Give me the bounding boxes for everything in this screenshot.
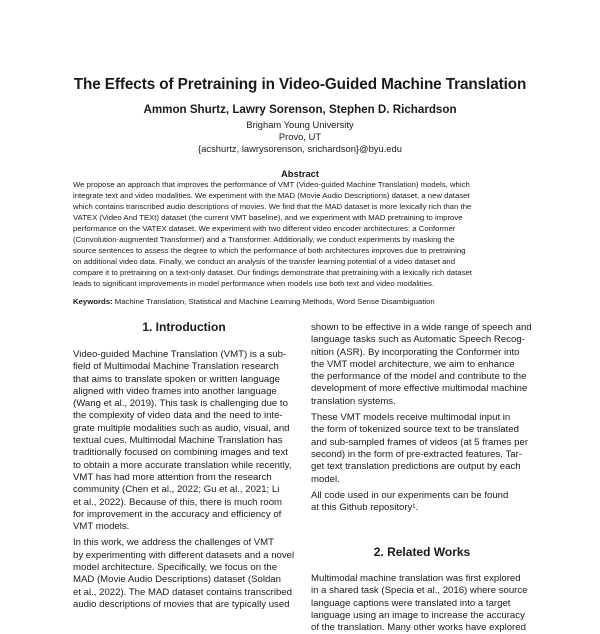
- intro-paragraph-1-line: (Wang et al., 2019). This task is challenging due to: [73, 398, 288, 410]
- intro-paragraph-3-line: language tasks such as Automatic Speech Recog-: [311, 334, 525, 346]
- keywords-label: Keywords:: [73, 297, 113, 306]
- intro-paragraph-2-line: model architecture. Specifically, we focus on the: [73, 562, 278, 574]
- intro-paragraph-5-line: at this Github repository¹.: [311, 502, 419, 514]
- related-works-paragraph-line: language using an image to increase the accuracy: [311, 609, 525, 621]
- intro-paragraph-1-line: traditionally focused on combining images and text: [73, 447, 288, 459]
- abstract-line: VATEX (Video And TEXt) dataset (the current VMT baseline), and we experiment with MAD pretraining to improve: [73, 213, 463, 223]
- intro-paragraph-2-line: by experimenting with different datasets and a novel: [73, 549, 295, 561]
- intro-paragraph-3-line: translation systems.: [311, 395, 396, 407]
- abstract-line: compare it to pretraining on a text-only dataset. Our findings demonstrate that pretraining with a lexically rich dataset: [73, 268, 472, 278]
- intro-paragraph-1-line: textual cues. Multimodal Machine Translation has: [73, 435, 283, 447]
- intro-paragraph-2-line: audio descriptions of movies that are typically used: [73, 598, 290, 610]
- intro-paragraph-4-line: the form of tokenized source text to be translated: [311, 424, 519, 436]
- intro-paragraph-1-line: that aims to translate spoken or written language: [73, 373, 280, 385]
- intro-paragraph-1-line: VMT models.: [73, 521, 130, 533]
- author-emails: {acshurtz, lawrysorenson, srichardson}@byu.edu: [198, 143, 402, 154]
- intro-paragraph-2-line: MAD (Movie Audio Descriptions) dataset (Soldan: [73, 574, 281, 586]
- section-heading-related-works: 2. Related Works: [373, 545, 471, 559]
- abstract-line: on additional video data. Finally, we conduct an analysis of the transfer learning potential of a video dataset and: [73, 257, 456, 267]
- keywords-text: Machine Translation, Statistical and Machine Learning Methods, Word Sense Disambiguation: [114, 297, 435, 306]
- abstract-line: source sentences to assess the degree to which the performance of both architectures improves due to pretraining: [73, 246, 466, 256]
- author-list: Ammon Shurtz, Lawry Sorenson, Stephen D. Richardson: [143, 103, 457, 116]
- abstract-line: performance on the VATEX dataset. We experiment with two different video encoder architectures: a Conformer: [73, 224, 456, 234]
- intro-paragraph-3-line: the VMT model architecture, we aim to enhance: [311, 358, 515, 370]
- intro-paragraph-1-line: community (Chen et al., 2022; Gu et al., 2021; Li: [73, 484, 280, 496]
- abstract-line: integrate text and video modalities. We experiment with the MAD (Movie Audio Descriptions) dataset, a new dataset: [73, 191, 470, 201]
- intro-paragraph-4-line: These VMT models receive multimodal input in: [311, 412, 511, 424]
- related-works-paragraph-line: of the translation. Many other works have explored: [311, 622, 526, 634]
- right-column-text: [311, 322, 533, 514]
- intro-paragraph-1-line: aligned with video frames into another language: [73, 385, 277, 397]
- intro-paragraph-5-line: All code used in our experiments can be found: [311, 489, 509, 501]
- affiliation-location: Provo, UT: [278, 131, 322, 142]
- paper-title: The Effects of Pretraining in Video-Guided Machine Translation: [73, 76, 527, 93]
- intro-paragraph-1-line: field of Multimodal Machine Translation research: [73, 361, 279, 373]
- related-works-text: [311, 573, 533, 634]
- abstract-body: [73, 179, 529, 289]
- intro-paragraph-2-line: et al., 2022). The MAD dataset contains transcribed: [73, 586, 292, 598]
- intro-paragraph-4-line: get text translation predictions are output by each: [311, 461, 521, 473]
- affiliation-university: Brigham Young University: [246, 119, 354, 130]
- abstract-line: (Convolution-augmented Transformer) and a Transformer. Additionally, we conduct experiments by masking the: [73, 235, 455, 245]
- abstract-line: which contains transcribed audio descriptions of movies. We find that the MAD dataset is more lexically rich than the: [73, 202, 472, 212]
- intro-paragraph-1-line: Video-guided Machine Translation (VMT) is a sub-: [73, 349, 287, 360]
- intro-paragraph-1-line: to obtain a more accurate translation while recently,: [73, 459, 292, 471]
- related-works-paragraph-line: Multimodal machine translation was first explored: [311, 573, 521, 584]
- intro-paragraph-3-line: shown to be effective in a wide range of speech and: [311, 322, 532, 333]
- intro-paragraph-2-line: In this work, we address the challenges of VMT: [73, 537, 275, 549]
- related-works-paragraph-line: in a shared task (Specia et al., 2016) where source: [311, 585, 528, 597]
- intro-paragraph-3-line: nition (ASR). By incorporating the Conformer into: [311, 346, 520, 358]
- intro-paragraph-4-line: second) in the form of pre-extracted features. Tar-: [311, 448, 522, 460]
- intro-paragraph-1-line: the complexity of video data and the need to inte-: [73, 410, 283, 422]
- abstract-line: We propose an approach that improves the performance of VMT (Video-guided Machine Translation) models, which: [73, 180, 470, 189]
- intro-paragraph-4-line: model.: [311, 473, 340, 485]
- intro-paragraph-1-line: grate multiple modalities such as audio, visual, and: [73, 422, 290, 434]
- abstract-heading: Abstract: [280, 168, 320, 179]
- related-works-paragraph-line: language captions were translated into a target: [311, 597, 511, 609]
- keywords-line: [73, 297, 533, 306]
- abstract-line: leads to significant improvements in model performance when models use both text and video modalities.: [73, 279, 434, 289]
- left-column-text: [73, 349, 295, 611]
- intro-paragraph-3-line: the performance of the model and contribute to the: [311, 371, 527, 383]
- intro-paragraph-1-line: VMT has had more attention from the research: [73, 471, 272, 483]
- intro-paragraph-3-line: development of more effective multimodal machine: [311, 383, 528, 395]
- section-heading-introduction: 1. Introduction: [142, 320, 226, 334]
- intro-paragraph-4-line: and sub-sampled frames of videos (at 5 frames per: [311, 436, 529, 448]
- intro-paragraph-1-line: et al., 2022). Because of this, there is much room: [73, 496, 283, 508]
- intro-paragraph-1-line: for improvement in the accuracy and efficiency of: [73, 508, 282, 520]
